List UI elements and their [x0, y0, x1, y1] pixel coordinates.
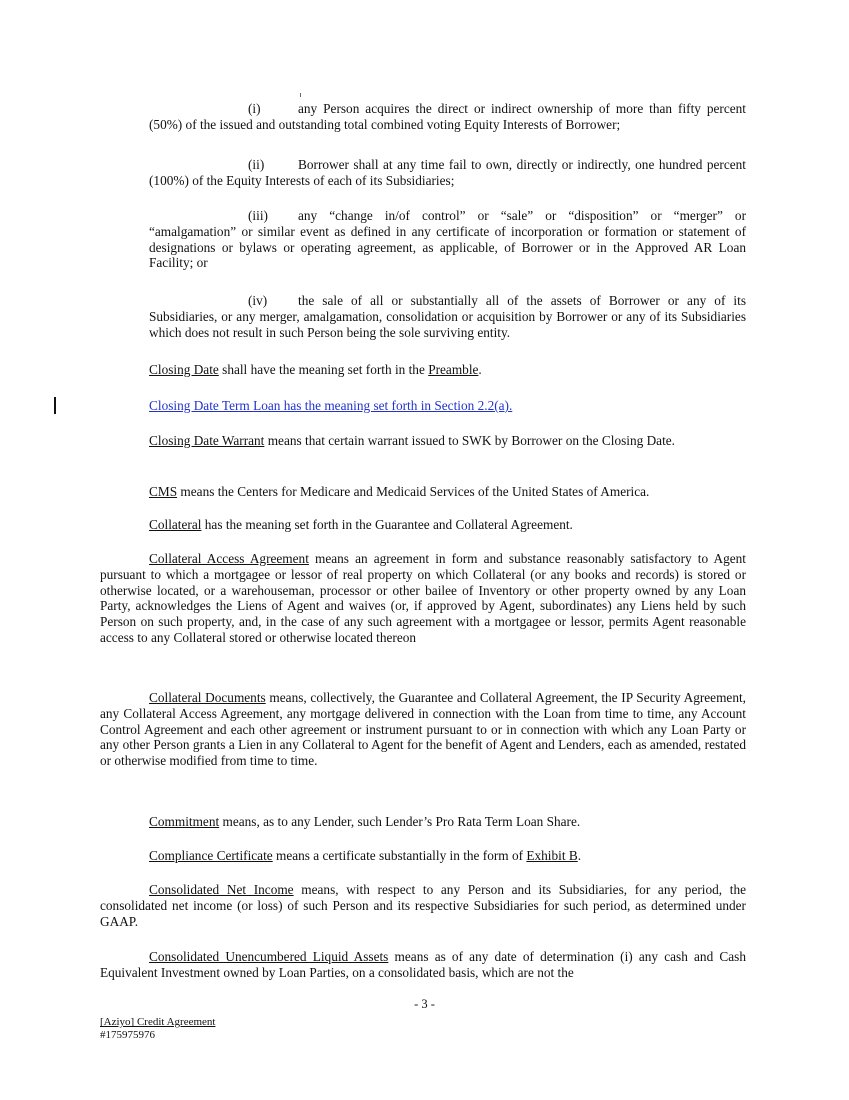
definition-consolidated-net-income: Consolidated Net Income means, with respect to any Person and its Subsidiaries, for any period, the consolidated net income (or loss) of such Person and its respective Subsidiaries for such period, as determined under GAAP. [100, 882, 747, 929]
clause-i-marker: (i) [248, 101, 261, 116]
definition-commitment: Commitment means, as to any Lender, such Lender’s Pro Rata Term Loan Share. [149, 814, 581, 829]
inserted-text: Closing Date Term Loan has the meaning set forth in Section 2.2(a). [149, 398, 513, 413]
defined-term: Collateral [149, 517, 202, 532]
cross-reference-preamble: Preamble [428, 362, 479, 377]
clause-iii [149, 208, 746, 271]
footer-doc-number: #175975976 [100, 1029, 155, 1041]
clause-ii-text: Borrower shall at any time fail to own, directly or indirectly, one hundred percent (100%) of the Equity Interests of each of its Subsidiaries; [149, 157, 746, 188]
definition-closing-date-warrant: Closing Date Warrant means that certain warrant issued to SWK by Borrower on the Closing Date. [149, 433, 676, 448]
defined-term: Commitment [149, 814, 220, 829]
definition-collateral-documents: Collateral Documents means, collectively, the Guarantee and Collateral Agreement, the IP Security Agreement, any Collateral Access Agreement, any mortgage delivered in connection with the Loan from time to time, any Account Control Agreement and each other agreement or instrument pursuant to or in connection with which any Loan Party or any other Person grants a Lien in any Collateral to Agent for the benefit of Agent and Lenders, each as amended, restated or otherwise modified from time to time. [100, 690, 746, 769]
defined-term: Closing Date Warrant [149, 433, 265, 448]
defined-term: CMS [149, 484, 178, 499]
page-number: - 3 - [414, 997, 435, 1011]
defined-term: Closing Date [149, 362, 219, 377]
clause-i-text: any Person acquires the direct or indirect ownership of more than fifty percent (50%) of the issued and outstanding total combined voting Equity Interests of Borrower; [149, 101, 746, 132]
definition-compliance-certificate: Compliance Certificate means a certificate substantially in the form of Exhibit B. [149, 848, 582, 863]
definition-consolidated-unencumbered-liquid-assets: Consolidated Unencumbered Liquid Assets means as of any date of determination (i) any cash and Cash Equivalent Investment owned by Loan Parties, on a consolidated basis, which are not the [100, 949, 746, 980]
clause-iv [149, 293, 746, 340]
defined-term: Collateral Access Agreement [149, 551, 309, 566]
clause-iii-text: any “change in/of control” or “sale” or “disposition” or “merger” or “amalgamation” or similar event as defined in any certificate of incorporation or formation or statement of designations or bylaws or operating agreement, as applicable, of Borrower or in the Approved AR Loan Facility; or [149, 208, 746, 271]
definition-closing-date: Closing Date shall have the meaning set forth in the Preamble. [149, 362, 482, 377]
defined-term: Collateral Documents [149, 690, 266, 705]
defined-term: Consolidated Unencumbered Liquid Assets [149, 949, 389, 964]
clause-iv-text: the sale of all or substantially all of the assets of Borrower or any of its Subsidiaries, or any merger, amalgamation, consolidation or acquisition by Borrower or any of its Subsidiaries which does not result in such Person being the sole surviving entity. [149, 293, 746, 340]
margin-tick [300, 93, 301, 97]
clause-iii-marker: (iii) [248, 208, 268, 223]
definition-collateral: Collateral has the meaning set forth in the Guarantee and Collateral Agreement. [149, 517, 573, 532]
defined-term: Compliance Certificate [149, 848, 273, 863]
definition-closing-date-term-loan [100, 398, 746, 414]
clause-ii [149, 157, 746, 189]
clause-ii-marker: (ii) [248, 157, 265, 172]
revision-bar [54, 397, 56, 414]
clause-iv-marker: (iv) [248, 293, 268, 308]
definition-cms: CMS means the Centers for Medicare and Medicaid Services of the United States of America. [149, 484, 650, 499]
definition-collateral-access-agreement: Collateral Access Agreement means an agreement in form and substance reasonably satisfactory to Agent pursuant to which a mortgagee or lessor of real property on which Collateral (or any books and records) is stored or otherwise located, or a warehouseman, processor or other bailee of Inventory or other property owned by any Loan Party, acknowledges the Liens of Agent and waives (or, if approved by Agent, subordinates) any Liens held by such Person on such property, and, in the case of any such agreement with a mortgagee or lessor, permits Agent reasonable access to any Collateral stored or otherwise located thereon [100, 551, 746, 645]
cross-reference-exhibit-b: Exhibit B [526, 848, 578, 863]
document-footer [100, 1016, 215, 1042]
footer-title: [Aziyo] Credit Agreement [100, 1016, 216, 1028]
defined-term: Consolidated Net Income [149, 882, 294, 897]
clause-i [149, 101, 746, 133]
